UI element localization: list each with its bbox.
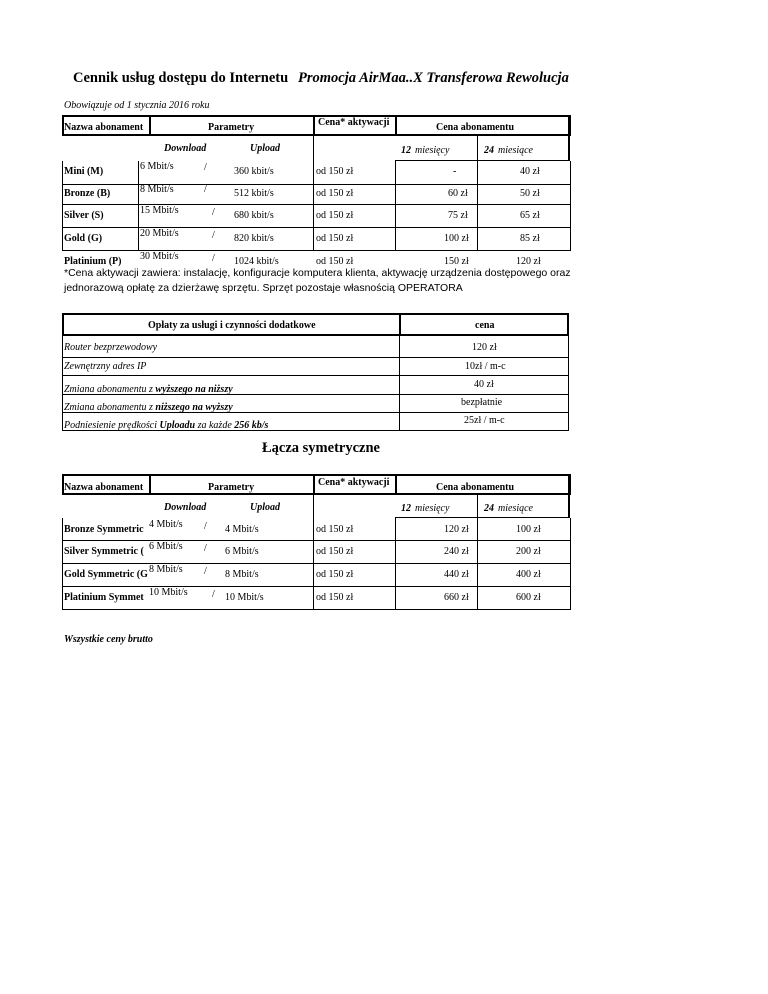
promo-title: Promocja AirMaa..X Transferowa Rewolucja xyxy=(298,70,569,86)
plan-name: Mini (M) xyxy=(64,166,104,177)
price-12: 660 zł xyxy=(444,592,469,603)
download-value: 30 Mbit/s xyxy=(140,251,179,262)
activation-price: od 150 zł xyxy=(316,546,354,557)
plan-name: Gold (G) xyxy=(64,233,103,244)
service-label: Zewnętrzny adres IP xyxy=(64,361,147,372)
download-header: Download xyxy=(164,502,207,513)
upload-header: Upload xyxy=(250,502,280,513)
activation-price: od 150 zł xyxy=(316,524,354,535)
upload-value: 4 Mbit/s xyxy=(225,524,259,535)
service-price: 120 zł xyxy=(472,342,497,353)
upload-value: 1024 kbit/s xyxy=(234,256,279,267)
upload-value: 680 kbit/s xyxy=(234,210,274,221)
plan-name: Gold Symmetric (G xyxy=(64,569,148,580)
price-12: 60 zł xyxy=(448,188,468,199)
slash: / xyxy=(204,162,207,173)
slash: / xyxy=(212,589,215,600)
price-24: 100 zł xyxy=(516,524,541,535)
period-12-header: 12 miesięcy xyxy=(401,503,450,514)
plan-name: Silver Symmetric ( xyxy=(64,546,144,557)
price-24: 600 zł xyxy=(516,592,541,603)
col-params-header: Parametry xyxy=(208,482,255,493)
price-12: 100 zł xyxy=(444,233,469,244)
price-12: 440 zł xyxy=(444,569,469,580)
upload-value: 820 kbit/s xyxy=(234,233,274,244)
service-price: bezpłatnie xyxy=(461,397,503,408)
activation-price: od 150 zł xyxy=(316,233,354,244)
period-24-header: 24 miesiące xyxy=(484,503,533,514)
download-value: 8 Mbit/s xyxy=(140,184,174,195)
upload-value: 8 Mbit/s xyxy=(225,569,259,580)
upload-value: 6 Mbit/s xyxy=(225,546,259,557)
col-price-header: Cena abonamentu xyxy=(436,482,515,493)
download-value: 8 Mbit/s xyxy=(149,564,183,575)
slash: / xyxy=(212,207,215,218)
download-value: 10 Mbit/s xyxy=(149,587,188,598)
activation-price: od 150 zł xyxy=(316,166,354,177)
price-header: cena xyxy=(475,320,495,331)
activation-price: od 150 zł xyxy=(316,569,354,580)
download-value: 15 Mbit/s xyxy=(140,205,179,216)
price-24: 120 zł xyxy=(516,256,541,267)
slash: / xyxy=(204,543,207,554)
slash: / xyxy=(204,521,207,532)
price-24: 50 zł xyxy=(520,188,540,199)
activation-price: od 150 zł xyxy=(316,188,354,199)
col-params-header: Parametry xyxy=(208,122,255,133)
col-price-header: Cena abonamentu xyxy=(436,122,515,133)
price-12: - xyxy=(453,166,457,177)
service-price: 40 zł xyxy=(474,379,494,390)
col-activation-header: Cena* aktywacji xyxy=(318,477,390,488)
download-value: 4 Mbit/s xyxy=(149,519,183,530)
price-24: 400 zł xyxy=(516,569,541,580)
col-activation-header: Cena* aktywacji xyxy=(318,117,390,128)
price-12: 150 zł xyxy=(444,256,469,267)
activation-price: od 150 zł xyxy=(316,256,354,267)
upload-value: 360 kbit/s xyxy=(234,166,274,177)
valid-from: Obowiązuje od 1 stycznia 2016 roku xyxy=(64,100,210,111)
plan-name: Bronze Symmetric xyxy=(64,524,144,535)
upload-header: Upload xyxy=(250,143,280,154)
footer-note: Wszystkie ceny brutto xyxy=(64,634,153,645)
price-12: 240 zł xyxy=(444,546,469,557)
col-name-header: Nazwa abonament xyxy=(64,482,144,493)
section-symmetric-title: Łącza symetryczne xyxy=(262,440,380,456)
slash: / xyxy=(204,566,207,577)
download-value: 20 Mbit/s xyxy=(140,228,179,239)
price-24: 65 zł xyxy=(520,210,540,221)
service-label: Podniesienie prędkości Uploadu za każde 256 kb/s xyxy=(64,420,269,431)
plan-name: Bronze (B) xyxy=(64,188,111,199)
plan-name: Platinium Symmet xyxy=(64,592,144,603)
service-price: 25zł / m-c xyxy=(464,415,505,426)
activation-price: od 150 zł xyxy=(316,210,354,221)
col-name-header: Nazwa abonament xyxy=(64,122,144,133)
upload-value: 512 kbit/s xyxy=(234,188,274,199)
plan-name: Platinium (P) xyxy=(64,256,122,267)
service-price: 10zł / m-c xyxy=(465,361,506,372)
download-header: Download xyxy=(164,143,207,154)
price-24: 40 zł xyxy=(520,166,540,177)
upload-value: 10 Mbit/s xyxy=(225,592,264,603)
price-24: 200 zł xyxy=(516,546,541,557)
period-12-header: 12 miesięcy xyxy=(401,145,450,156)
service-label: Zmiana abonamentu z niższego na wyższy xyxy=(64,402,233,413)
price-12: 75 zł xyxy=(448,210,468,221)
slash: / xyxy=(212,253,215,264)
page-title: Cennik usług dostępu do Internetu xyxy=(73,70,289,86)
slash: / xyxy=(204,184,207,195)
price-24: 85 zł xyxy=(520,233,540,244)
period-24-header: 24 miesiące xyxy=(484,145,533,156)
slash: / xyxy=(212,230,215,241)
download-value: 6 Mbit/s xyxy=(140,161,174,172)
activation-note: *Cena aktywacji zawiera: instalację, konfiguracje komputera klienta, aktywację urządzenia dostępowego oraz jednorazową opłatę za dzierżawę sprzętu. Sprzęt pozostaje własnością OPERATORA xyxy=(64,267,571,294)
activation-price: od 150 zł xyxy=(316,592,354,603)
services-header: Opłaty za usługi i czynności dodatkowe xyxy=(148,320,316,331)
price-12: 120 zł xyxy=(444,524,469,535)
plan-name: Silver (S) xyxy=(64,210,104,221)
download-value: 6 Mbit/s xyxy=(149,541,183,552)
service-label: Zmiana abonamentu z wyższego na niższy xyxy=(64,384,233,395)
service-label: Router bezprzewodowy xyxy=(64,342,158,353)
